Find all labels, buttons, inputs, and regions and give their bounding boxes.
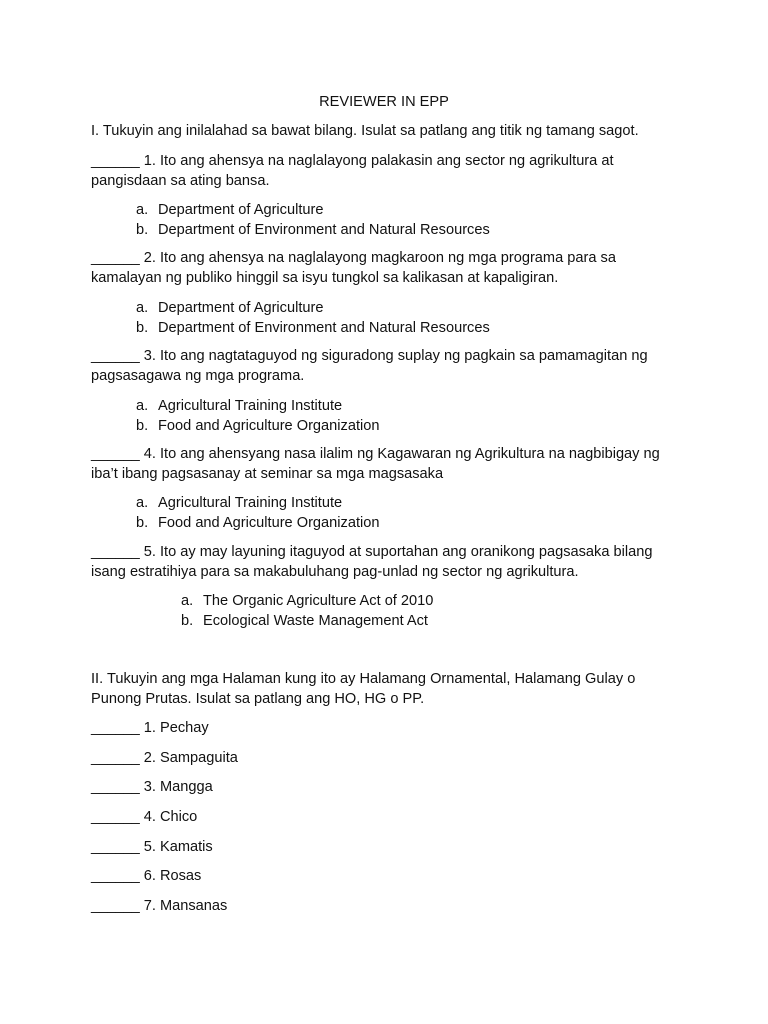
option-text: Department of Agriculture — [158, 300, 324, 316]
option-item — [136, 397, 379, 417]
question-4-options — [136, 494, 379, 533]
option-letter: a. — [136, 398, 149, 414]
option-letter: b. — [136, 221, 149, 238]
question-2-options — [136, 299, 490, 338]
part2-item-6: ______ 6. Rosas — [91, 868, 202, 884]
question-5-text: ______ 5. Ito ay may layuning itaguyod at suportahan ang oranikong pagsasaka bilang isang estratihiya para sa makabuluhang pag-unlad ng sector ng agrikultura. — [91, 544, 653, 580]
option-text: The Organic Agriculture Act of 2010 — [203, 593, 434, 609]
part2-item-1: ______ 1. Pechay — [91, 720, 209, 736]
option-letter: a. — [136, 300, 149, 316]
option-text: Department of Agriculture — [158, 202, 324, 218]
part2-item-3: ______ 3. Mangga — [91, 779, 213, 795]
question-3-options — [136, 397, 379, 436]
option-text: Food and Agriculture Organization — [158, 514, 380, 531]
option-item — [136, 221, 490, 241]
document-title: REVIEWER IN EPP — [319, 94, 449, 110]
option-letter: b. — [181, 612, 194, 629]
option-letter: a. — [136, 202, 149, 218]
option-letter: a. — [136, 495, 149, 511]
option-item — [136, 299, 490, 319]
option-text: Department of Environment and Natural Resources — [158, 221, 490, 238]
option-item — [136, 417, 379, 437]
option-letter: a. — [181, 593, 194, 609]
option-text: Agricultural Training Institute — [158, 398, 343, 414]
option-item — [136, 514, 379, 534]
option-letter: b. — [136, 514, 149, 531]
option-item — [136, 201, 490, 221]
question-1-options — [136, 201, 490, 240]
question-1-text: ______ 1. Ito ang ahensya na naglalayong palakasin ang sector ng agrikultura at pangisdaan sa ating bansa. — [91, 153, 614, 189]
part2-item-2: ______ 2. Sampaguita — [91, 750, 238, 766]
part1-instruction: I. Tukuyin ang inilalahad sa bawat bilang. Isulat sa patlang ang titik ng tamang sagot. — [91, 123, 639, 139]
option-text: Department of Environment and Natural Resources — [158, 319, 490, 336]
option-text: Agricultural Training Institute — [158, 495, 343, 511]
question-5-options — [181, 592, 433, 631]
option-item — [136, 494, 379, 514]
option-item — [181, 592, 433, 612]
part2-instruction: II. Tukuyin ang mga Halaman kung ito ay Halamang Ornamental, Halamang Gulay o Punong Prutas. Isulat sa patlang ang HO, HG o PP. — [91, 671, 636, 707]
question-2-text: ______ 2. Ito ang ahensya na naglalayong magkaroon ng mga programa para sa kamalayan ng publiko hinggil sa isyu tungkol sa kalikasan at kapaligiran. — [91, 250, 616, 286]
option-item — [181, 612, 433, 632]
option-letter: b. — [136, 417, 149, 434]
question-4-text: ______ 4. Ito ang ahensyang nasa ilalim ng Kagawaran ng Agrikultura na nagbibigay ng iba’t ibang pagsasanay at seminar sa mga magsasaka — [91, 446, 660, 482]
part2-item-5: ______ 5. Kamatis — [91, 839, 213, 855]
question-3-text: ______ 3. Ito ang nagtataguyod ng siguradong suplay ng pagkain sa pamamagitan ng pagsasagawa ng mga programa. — [91, 348, 648, 384]
option-text: Ecological Waste Management Act — [203, 612, 428, 629]
option-item — [136, 319, 490, 339]
option-text: Food and Agriculture Organization — [158, 417, 380, 434]
part2-item-4: ______ 4. Chico — [91, 809, 198, 825]
option-letter: b. — [136, 319, 149, 336]
part2-item-7: ______ 7. Mansanas — [91, 898, 228, 914]
